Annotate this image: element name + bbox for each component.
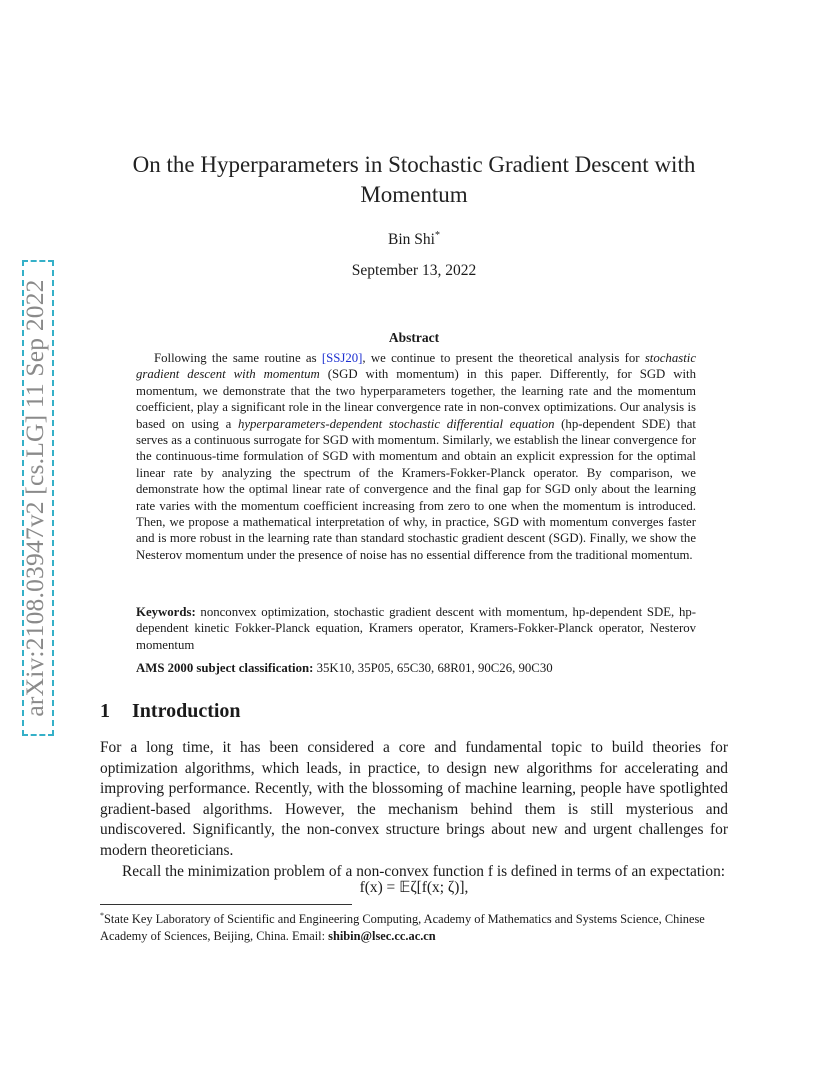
abstract-text-1: Following the same routine as [154,351,322,365]
keywords-label: Keywords: [136,605,196,619]
ams-text: 35K10, 35P05, 65C30, 68R01, 90C26, 90C30 [313,661,553,675]
footnote-text: State Key Laboratory of Scientific and Engineering Computing, Academy of Mathematics and Systems Science, Chinese Academy of Sciences, Beijing, China. Email: [100,912,705,943]
arxiv-stamp: arXiv:2108.03947v2 [cs.LG] 11 Sep 2022 [20,279,49,717]
footnote [100,908,732,944]
abstract-emphasis-2: hyperparameters-dependent stochastic differential equation [237,416,555,431]
abstract-text-4: (hp-dependent SDE) that serves as a continuous surrogate for SGD with momentum. Similarly, we establish the linear convergence for the continuous-time formulation of SGD with momentum and obtain an explicit expression for the optimal linear rate by analyzing the spectrum of the Kramers-Fokker-Planck operator. By comparison, we demonstrate how the optimal linear rate of convergence and the final gap for SGD only about the learning rate varies with the momentum coefficient increasing from zero to one when the momentum is introduced. Then, we propose a mathematical interpretation of why, in practice, SGD with momentum converges faster and is more robust in the learning rate than standard stochastic gradient descent (SGD). Finally, we show the Nesterov momentum under the presence of noise has no essential difference from the traditional momentum. [136,416,696,562]
section-title: Introduction [132,700,241,722]
footnote-mark: * [100,911,104,920]
author-name: Bin Shi [388,231,435,249]
citation-link[interactable]: [SSJ20] [321,351,363,365]
body-paragraph-2: Recall the minimization problem of a non-convex function f is defined in terms of an expectation: [122,862,726,880]
abstract-paragraph [136,350,696,563]
abstract-text-2: , we continue to present the theoretical analysis for [362,351,645,365]
section-number: 1 [100,700,110,722]
paper-date: September 13, 2022 [351,262,477,279]
section-heading [100,700,241,723]
paper-title: On the Hyperparameters in Stochastic Gradient Descent with Momentum [132,152,696,207]
footnote-rule [100,904,352,905]
author [100,230,728,249]
keywords-text: nonconvex optimization, stochastic gradient descent with momentum, hp-dependent SDE, hp-dependent kinetic Fokker-Planck equation, Kramers operator, Kramers-Fokker-Planck operator, Nesterov momentum [136,605,696,652]
author-footnote-mark: * [434,230,440,241]
section-body [100,738,728,882]
abstract-text-3: (SGD with momentum) in this paper. Differently, for SGD with momentum, we demonstrate that the two hyperparameters together, the learning rate and the momentum coefficient, play a significant role in the linear convergence rate in non-convex optimizations. Our analysis is based on using a [136,367,696,431]
abstract-emphasis-1: stochastic gradient descent with momentum [136,351,696,382]
footnote-email[interactable]: shibin@lsec.cc.ac.cn [328,928,436,943]
equation: f(x) = 𝔼ζ[f(x; ζ)], [359,879,469,896]
body-paragraph-1: For a long time, it has been considered a core and fundamental topic to build theories for optimization algorithms, which leads, in practice, to design new algorithms for accelerating and improving performance. Recently, with the blossoming of machine learning, people have spotlighted gradient-based algorithms. However, the mechanism behind them is still mysterious and undiscovered. Significantly, the non-convex structure brings about new and urgent challenges for modern theoreticians. [100,739,728,859]
ams-label: AMS 2000 subject classification: [136,661,314,675]
abstract [136,350,696,563]
ams-classification [136,660,696,676]
abstract-heading: Abstract [388,330,440,345]
keywords [136,604,696,653]
